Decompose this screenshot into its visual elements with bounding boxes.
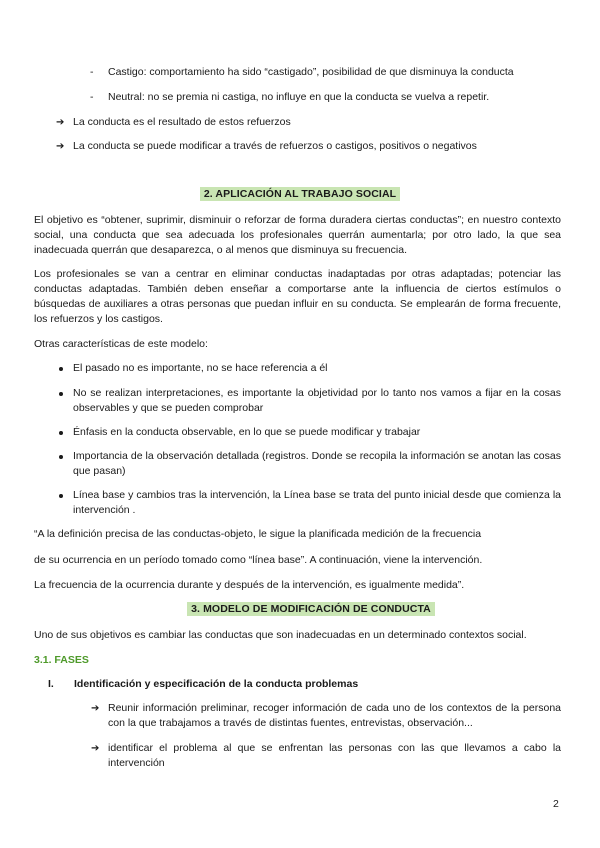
quote-line: “A la definición precisa de las conductas-objeto, le sigue la planificada medición de la frecuencia <box>34 528 482 540</box>
arrow-icon: ➔ <box>91 743 100 754</box>
arrow-icon: ➔ <box>56 141 65 152</box>
quote-line: La frecuencia de la ocurrencia durante y después de la intervención, es igualmente medida”. <box>34 579 465 591</box>
section-heading: 2. APLICACIÓN AL TRABAJO SOCIAL <box>200 187 400 201</box>
paragraph: Uno de sus objetivos es cambiar las conductas que son inadecuadas en un determinado contextos social. <box>34 629 527 641</box>
phase-title: Identificación y especificación de la conducta problemas <box>74 678 359 690</box>
bullet-icon <box>59 455 63 459</box>
quote-line: de su ocurrencia en un período tomado como “línea base”. A continuación, viene la intervención. <box>34 554 483 566</box>
bullet-icon <box>59 431 63 435</box>
section-heading: 3. MODELO DE MODIFICACIÓN DE CONDUCTA <box>187 602 435 616</box>
bullet-icon <box>59 367 63 371</box>
bullet-icon <box>59 392 63 396</box>
arrow-item: Reunir información preliminar, recoger información de cada uno de los contextos de la persona con la que trabajamos a través de distintas fuentes, entrevistas, observación... <box>108 702 561 729</box>
dash-marker: - <box>90 91 94 103</box>
bullet-item: El pasado no es importante, no se hace referencia a él <box>73 362 328 374</box>
bullet-item: Línea base y cambios tras la intervención, la Línea base se trata del punto inicial desde que comienza la intervención . <box>73 489 561 516</box>
bullet-item: No se realizan interpretaciones, es importante la objetividad por lo tanto nos vamos a fijar en la cosas observables y que se pueden comprobar <box>73 387 561 414</box>
arrow-item: La conducta es el resultado de estos refuerzos <box>73 116 291 128</box>
bullet-item: Importancia de la observación detallada (registros. Donde se recopila la información se anotan las cosas que pasan) <box>73 450 561 477</box>
phase-number: I. <box>48 678 54 690</box>
arrow-icon: ➔ <box>91 703 100 714</box>
arrow-icon: ➔ <box>56 117 65 128</box>
dash-item: Castigo: comportamiento ha sido “castigado”, posibilidad de que disminuya la conducta <box>108 66 514 78</box>
page-number: 2 <box>553 798 559 810</box>
arrow-item: identificar el problema al que se enfrentan las personas con las que llevamos a cabo la intervención <box>108 742 561 769</box>
paragraph: Otras características de este modelo: <box>34 338 208 350</box>
bullet-item: Énfasis en la conducta observable, en lo que se puede modificar y trabajar <box>73 426 421 438</box>
dash-marker: - <box>90 66 94 78</box>
bullet-icon <box>59 494 63 498</box>
paragraph: El objetivo es “obtener, suprimir, disminuir o reforzar de forma duradera ciertas conductas”; en nuestro contexto social, una conducta que sea adecuada los profesionales querrán aumentarla; por otro lado, la que sea inadecuada querrán que desaparezca, o al menos que disminuya su frecuencia. <box>34 214 561 256</box>
dash-item: Neutral: no se premia ni castiga, no influye en que la conducta se vuelva a repetir. <box>108 91 490 103</box>
subheading: 3.1. FASES <box>34 654 89 666</box>
arrow-item: La conducta se puede modificar a través de refuerzos o castigos, positivos o negativos <box>73 140 477 152</box>
paragraph: Los profesionales se van a centrar en eliminar conductas inadaptadas por otras adaptadas; potenciar las conductas adaptadas. También deben enseñar a comportarse ante la influencia de ciertos estímulos o búsquedas de auxiliares a otras personas que puedan influir en su conducta. Se emplearán de forma frecuente, los refuerzos y los castigos. <box>34 268 561 325</box>
